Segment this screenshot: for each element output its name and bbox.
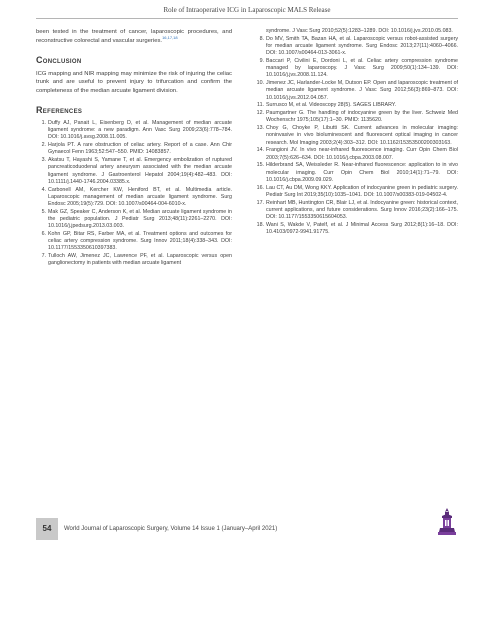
intro-paragraph	[36, 28, 232, 46]
reference-number: 1.	[41, 119, 46, 126]
intro-citation[interactable]: 16,17,18	[162, 34, 178, 40]
reference-text: Tulloch AW, Jimenez JC, Lawrence PF, et al. Laparoscopic versus open ganglionectomy in patients with median arcuate ligament	[48, 253, 232, 267]
reference-item	[36, 253, 232, 267]
reference-item	[36, 209, 232, 231]
reference-number: 6.	[41, 231, 46, 237]
page-number: 54	[36, 518, 58, 540]
reference-item	[254, 110, 458, 124]
publisher-logo-icon	[436, 506, 458, 538]
conclusion-paragraph: ICG mapping and NIR mapping may minimize the risk of injuring the celiac trunk and are useful to prevent injury to trifurcation and confirm the completeness of the median arcuate ligament division.	[36, 70, 232, 95]
reference-text: Kohn GP, Bitar RS, Farber MA, et al. Treatment options and outcomes for celiac artery compression syndrome. Surg Innov 2011;18(4):338–343. DOI: 10.1177/1553350610397383.	[48, 231, 232, 252]
reference-item	[36, 120, 232, 142]
reference-item	[254, 102, 458, 109]
reference-item	[254, 58, 458, 80]
reference-item	[254, 28, 458, 35]
reference-text: Surrusco M, et al. Videoscopy 28(5). SAGES LIBRARY.	[266, 102, 397, 109]
reference-text: Frangioni JV. In vivo near-infrared fluorescence imaging. Curr Opin Chem Biol 2003;7(5):626–634. DOI: 10.1016/j.cbpa.2003.08.007.	[266, 147, 458, 161]
reference-item	[254, 200, 458, 222]
reference-number: 2.	[41, 142, 46, 149]
reference-item	[254, 147, 458, 161]
running-head: Role of Intraoperative ICG in Laparoscopic MALS Release	[163, 6, 331, 14]
header-rule	[36, 18, 458, 19]
reference-text: Harjola PT. A rare obstruction of celiac artery. Report of a case. Ann Chir Gynaecol Fenn 1963;52:547–550. PMID: 14083857.	[48, 142, 232, 156]
intro-text: been tested in the treatment of cancer, laparoscopic procedures, and reconstructive colorectal and vascular surgeries.	[36, 29, 232, 44]
reference-number: 16.	[256, 184, 264, 191]
reference-item	[254, 36, 458, 58]
reference-text: Duffy AJ, Panait L, Eisenberg D, et al. Management of median arcuate ligament syndrome: a new paradigm. Ann Vasc Surg 2009;23(6):778–784. DOI: 10.1016/j.avsg.2008.11.005.	[48, 119, 232, 141]
reference-number: 8.	[259, 35, 264, 42]
reference-text: Baccari P, Civilini E, Dordoni L, et al. Celiac artery compression syndrome managed by laparoscopy. J Vasc Surg 2009;50(1):134–139. DOI: 10.1016/j.jvs.2008.11.124.	[266, 58, 458, 79]
reference-number: 4.	[41, 186, 46, 193]
reference-item	[36, 187, 232, 209]
reference-text: Choy G, Choyke P, Libutti SK. Current advances in molecular imaging: noninvasive in vivo bioluminescent and fluorescent optical imaging in cancer research. Mol Imaging 2003;2(4):303–312. DOI: 10.1162/15353500200303163.	[266, 125, 458, 146]
reference-number: 17.	[256, 199, 264, 206]
references-list-left	[36, 120, 232, 268]
reference-number: 3.	[41, 157, 46, 164]
reference-text: Reinhart MB, Huntington CR, Blair LJ, et al. Indocyanine green: historical context, current applications, and future considerations. Surg Innov 2016;23(2):166–175. DOI: 10.1177/1553350615604053.	[266, 199, 458, 221]
reference-item	[254, 80, 458, 102]
reference-item	[36, 157, 232, 186]
reference-text: Hilderbrand SA, Weissleder R. Near-infrared fluorescence: application to in vivo molecular imaging. Curr Opin Chem Biol 2010;14(1):71–79. DOI: 10.1016/j.cbpa.2009.09.029.	[266, 162, 458, 183]
reference-number: 9.	[259, 58, 264, 64]
reference-item	[254, 185, 458, 199]
reference-number: 13.	[256, 125, 264, 132]
reference-number: 15.	[256, 162, 264, 169]
reference-item	[36, 142, 232, 156]
reference-item	[254, 125, 458, 147]
reference-text: Lau CT, Au DM, Wong KKY. Application of indocyanine green in pediatric surgery. Pediatr Surg Int 2019;35(10):1035–1041. DOI: 10.1007/s00383-019-04502-4.	[266, 184, 458, 198]
reference-number: 10.	[256, 80, 264, 87]
reference-text: Paumgartner G. The handling of indocyanine green by the liver. Schweiz Med Wochenschr 1975;105(17):1–30. PMID: 1135620.	[266, 110, 458, 124]
reference-text: Do MV, Smith TA, Bazan HA, et al. Laparoscopic versus robot-assisted surgery for median arcuate ligament syndrome. Surg Endosc 2013;27(11):4060–4066. DOI: 10.1007/s00464-013-3061-x.	[266, 35, 458, 57]
reference-number: 11.	[257, 102, 264, 109]
reference-number: 12.	[256, 110, 264, 117]
references-list-right	[254, 28, 458, 236]
reference-text: Wani S, Wakde V, Patelf, et al. J Minimal Access Surg 2012;8(1):16–18. DOI: 10.4103/0972-9941.91775.	[266, 221, 458, 236]
left-column	[36, 28, 232, 268]
page-footer	[0, 518, 494, 540]
reference-text: Akatsu T, Hayashi S, Yamane T, et al. Emergency embolization of ruptured pancreaticoduodenal artery aneurysm associated with the median arcuate ligament syndrome. J Gastroenterol Hepatol 2004;19(4):482–483. DOI: 10.1111/j.1440-1746.2004.03385.x.	[48, 157, 232, 185]
right-column	[254, 28, 458, 237]
reference-item	[254, 162, 458, 184]
reference-number: 5.	[41, 208, 46, 215]
reference-text: Mak GZ, Speaker C, Anderson K, et al. Median arcuate ligament syndrome in the pediatric population. J Pediatr Surg 2013;48(11):2261–2270. DOI: 10.1016/j.jpedsurg.2013.03.003.	[48, 208, 232, 230]
reference-number: 18.	[256, 221, 264, 228]
journal-citation: World Journal of Laparoscopic Surgery, Volume 14 Issue 1 (January–April 2021)	[64, 526, 278, 532]
reference-text: Jimenez JC, Harlander-Locke M, Dutson EP. Open and laparoscopic treatment of median arcuate ligament syndrome. J Vasc Surg 2012;56(3):869–873. DOI: 10.1016/j.jvs.2012.04.057.	[266, 80, 458, 101]
conclusion-heading: Conclusion	[36, 54, 82, 65]
reference-number: 7.	[41, 253, 46, 260]
references-heading: References	[36, 104, 83, 115]
reference-number: 14.	[256, 147, 264, 154]
reference-text: syndrome. J Vasc Surg 2010;52(5):1283–1289. DOI: 10.1016/j.jvs.2010.05.083.	[266, 28, 453, 34]
reference-item	[254, 222, 458, 236]
reference-text: Carbonell AM, Kercher KW, Heniford BT, et al. Multimedia article. Laparoscopic management of median arcuate ligament syndrome. Surg Endosc 2005;19(5):729. DOI: 10.1007/s00464-004-6010-x.	[48, 186, 232, 207]
reference-item	[36, 231, 232, 253]
